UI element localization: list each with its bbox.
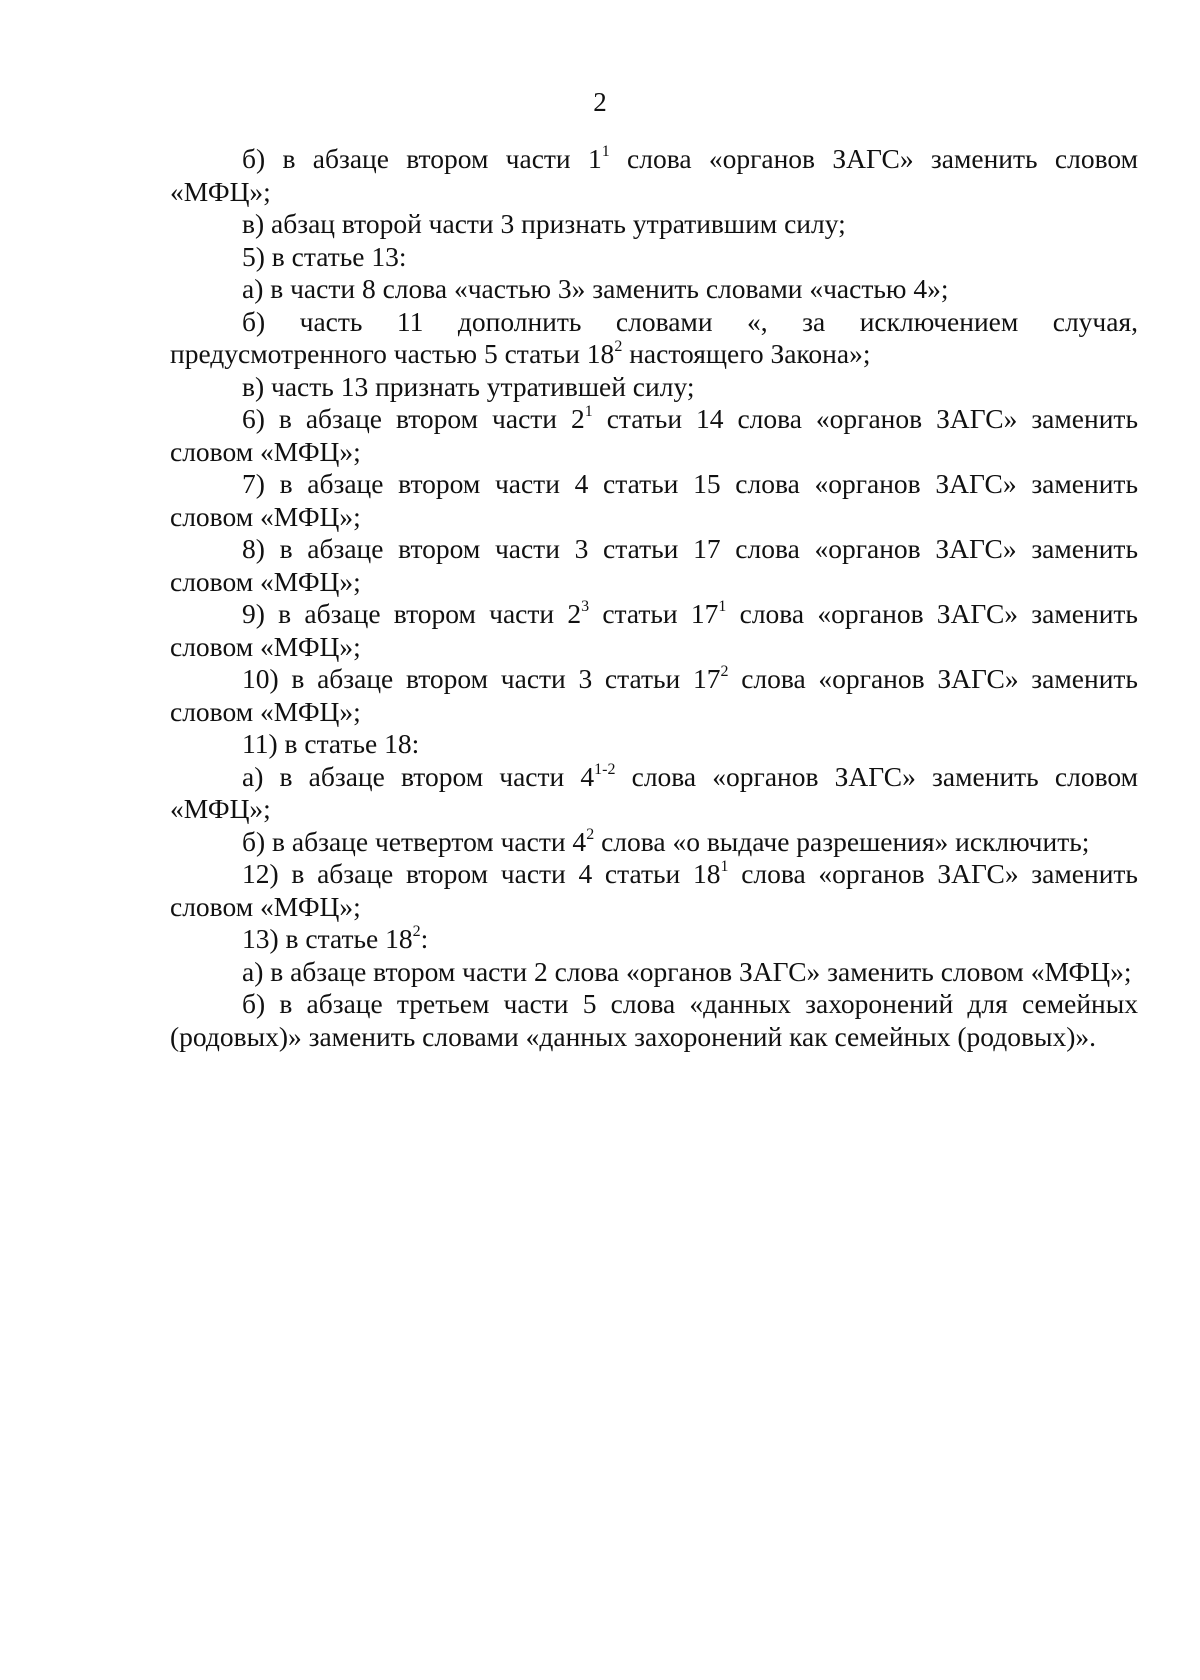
paragraph-text: 7) в абзаце втором части 4 статьи 15 слова «органов ЗАГС» заменить словом «МФЦ»; (170, 468, 1138, 532)
paragraph-text: в) абзац второй части 3 признать утратившим силу; (242, 208, 846, 239)
superscript-index: 2 (586, 825, 595, 843)
superscript-index: 2 (720, 663, 729, 680)
amendment-paragraph (170, 728, 1138, 761)
amendment-paragraph (170, 858, 1138, 923)
paragraph-text: в) часть 13 признать утратившей силу; (242, 370, 695, 402)
paragraph-text: 9) в абзаце втором части 2 (242, 598, 582, 629)
paragraph-text: статьи 17 (589, 598, 719, 629)
paragraph-text: а) в части 8 слова «частью 3» заменить словами «частью 4»; (242, 273, 949, 304)
superscript-index: 3 (581, 598, 590, 615)
superscript-index: 2 (614, 338, 623, 355)
amendment-paragraph (170, 923, 1138, 956)
paragraph-text: : (420, 923, 429, 954)
paragraph-text: 6) в абзаце втором части 2 (242, 403, 585, 434)
amendment-paragraph (170, 956, 1138, 989)
amendment-paragraph (170, 273, 1138, 306)
paragraph-text: б) в абзаце четвертом части 4 (242, 825, 587, 857)
paragraph-text: б) часть 11 дополнить словами «, за исключением случая, предусмотренного частью 5 статьи 18 (170, 305, 1138, 369)
amendment-paragraph (170, 371, 1138, 404)
superscript-index: 2 (412, 923, 421, 940)
amendment-paragraph (170, 761, 1138, 826)
superscript-index: 1 (584, 403, 593, 420)
paragraph-text: б) в абзаце втором части 1 (242, 143, 602, 174)
page-number: 2 (593, 87, 607, 117)
paragraph-text: слова «органов ЗАГС» заменить словом «МФЦ»; (170, 598, 1138, 662)
paragraph-text: б) в абзаце третьем части 5 слова «данных захоронений для семейных (родовых)» заменить словами «данных захоронений как семейных (родовых)». (170, 988, 1138, 1052)
paragraph-text: 8) в абзаце втором части 3 статьи 17 слова «органов ЗАГС» заменить словом «МФЦ»; (170, 533, 1138, 597)
amendment-paragraph (170, 241, 1138, 274)
paragraph-text: слова «органов ЗАГС» заменить словом «МФЦ»; (170, 663, 1138, 727)
amendment-paragraph (170, 598, 1138, 663)
paragraph-text: слова «органов ЗАГС» заменить словом «МФЦ»; (170, 143, 1138, 207)
superscript-index: 1 (718, 598, 727, 615)
paragraph-text: настоящего Закона»; (622, 338, 871, 369)
paragraph-text: 5) в статье 13: (242, 240, 407, 272)
amendment-paragraph (170, 663, 1138, 728)
amendment-paragraph (170, 306, 1138, 371)
amendment-paragraph (170, 533, 1138, 598)
paragraph-text: слова «органов ЗАГС» заменить словом «МФЦ»; (170, 858, 1138, 922)
paragraph-text: 12) в абзаце втором части 4 статьи 18 (242, 858, 721, 889)
paragraph-text: а) в абзаце втором части 4 (242, 760, 595, 792)
amendment-paragraph (170, 208, 1138, 241)
amendment-paragraph (170, 826, 1138, 859)
paragraph-text: 13) в статье 18 (242, 923, 413, 954)
paragraph-text: статьи 14 слова «органов ЗАГС» заменить словом «МФЦ»; (170, 403, 1138, 467)
superscript-index: 1-2 (594, 760, 616, 778)
superscript-index: 1 (601, 143, 610, 160)
amendment-paragraph (170, 403, 1138, 468)
paragraph-text: слова «о выдаче разрешения» исключить; (594, 825, 1090, 857)
paragraph-text: 11) в статье 18: (242, 728, 420, 759)
document-body (170, 143, 1138, 1053)
paragraph-text: слова «органов ЗАГС» заменить словом «МФЦ»; (170, 760, 1138, 824)
amendment-paragraph (170, 143, 1138, 208)
paragraph-text: 10) в абзаце втором части 3 статьи 17 (242, 663, 721, 694)
paragraph-text: а) в абзаце втором части 2 слова «органов ЗАГС» заменить словом «МФЦ»; (242, 955, 1132, 987)
superscript-index: 1 (720, 858, 729, 875)
amendment-paragraph (170, 988, 1138, 1053)
amendment-paragraph (170, 468, 1138, 533)
